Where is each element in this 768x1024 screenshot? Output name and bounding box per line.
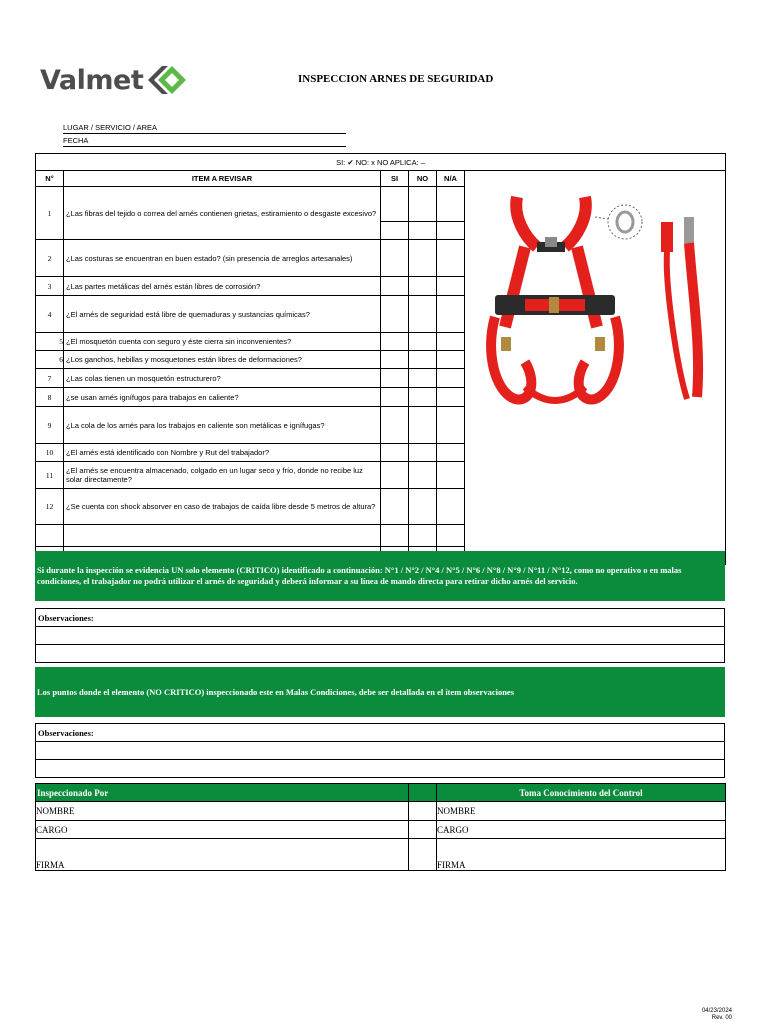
row-number: 6 (36, 351, 64, 369)
si-checkbox[interactable] (381, 296, 409, 333)
observations-table-1 (35, 608, 725, 663)
si-checkbox[interactable] (381, 388, 409, 407)
si-checkbox[interactable] (381, 333, 409, 351)
no-checkbox[interactable] (409, 351, 437, 369)
si-checkbox[interactable] (381, 277, 409, 296)
col-si-header: SI (381, 171, 409, 187)
no-checkbox[interactable] (409, 388, 437, 407)
valmet-logo (40, 62, 186, 98)
observations-line[interactable] (36, 760, 725, 778)
na-checkbox[interactable] (437, 525, 465, 547)
no-checkbox[interactable] (409, 369, 437, 388)
si-checkbox[interactable] (381, 369, 409, 388)
na-checkbox[interactable] (437, 369, 465, 388)
na-checkbox[interactable] (437, 388, 465, 407)
row-question: ¿El mosquetón cuenta con seguro y éste cierra sin inconvenientes? (64, 333, 381, 351)
acknowledger-name-field[interactable] (437, 802, 726, 821)
date-field[interactable] (63, 135, 346, 147)
valmet-chevron-icon (144, 62, 186, 98)
na-checkbox[interactable] (437, 222, 465, 240)
row-number: 8 (36, 388, 64, 407)
si-checkbox[interactable] (381, 407, 409, 444)
noncritical-note: Los puntos donde el elemento (NO CRITICO) inspeccionado este en Malas Condiciones, debe ser detallada en el ítem observaciones (35, 667, 725, 717)
row-number: 4 (36, 296, 64, 333)
no-checkbox[interactable] (409, 525, 437, 547)
critical-note: Si durante la inspección se evidencia UN solo elemento (CRITICO) identificado a continuación: N°1 / N°2 / N°4 / N°5 / N°6 / N°8 / N°9 / N°11 / N°12, como no operativo o en malas condiciones, el trabajador no podrá utilizar el arnés de seguridad y deberá informar a su línea de mando directa para retirar dicho arnés del servicio. (35, 551, 725, 601)
acknowledger-role-field[interactable] (437, 821, 726, 839)
observations-line[interactable] (36, 742, 725, 760)
footer-date: 04/23/2024 (701, 1008, 732, 1014)
row-question: ¿Las fibras del tejido o correa del arnés contienen grietas, estiramiento o desgaste excesivo? (64, 187, 381, 240)
row-number: 12 (36, 489, 64, 525)
inspector-name-field[interactable] (36, 802, 409, 821)
harness-image-cell (465, 171, 726, 565)
row-question: ¿se usan arnés ignífugos para trabajos en caliente? (64, 388, 381, 407)
acknowledger-signature-field[interactable] (437, 839, 726, 871)
row-question: ¿Se cuenta con shock absorver en caso de trabajos de caída libre desde 5 metros de altura? (64, 489, 381, 525)
no-checkbox[interactable] (409, 462, 437, 489)
row-question: ¿Las partes metálicas del arnés están libres de corrosión? (64, 277, 381, 296)
si-checkbox[interactable] (381, 351, 409, 369)
role-label: CARGO (437, 824, 469, 835)
observations-line[interactable] (36, 627, 725, 645)
row-question: ¿Las colas tienen un mosquetón estructurero? (64, 369, 381, 388)
row-question: ¿El arnés se encuentra almacenado, colgado en un lugar seco y frío, donde no recibe luz solar directamente? (64, 462, 381, 489)
location-label: LUGAR / SERVICIO / AREA (63, 123, 158, 132)
inspected-by-header: Inspeccionado Por (36, 784, 409, 802)
date-label: FECHA (63, 136, 89, 145)
no-checkbox[interactable] (409, 444, 437, 462)
no-checkbox[interactable] (409, 222, 437, 240)
na-checkbox[interactable] (437, 489, 465, 525)
sign-label: FIRMA (36, 860, 65, 870)
na-checkbox[interactable] (437, 351, 465, 369)
si-checkbox[interactable] (381, 444, 409, 462)
col-item-header: ITEM A REVISAR (64, 171, 381, 187)
row-number: 2 (36, 240, 64, 277)
safety-harness-illustration (465, 177, 724, 417)
row-number: 10 (36, 444, 64, 462)
row-question: ¿Las costuras se encuentran en buen estado? (sin presencia de arreglos artesanales) (64, 240, 381, 277)
row-question: ¿La cola de los arnés para los trabajos en caliente son metálicas e ignífugas? (64, 407, 381, 444)
row-number: 9 (36, 407, 64, 444)
legend: SI: ✔ NO: x NO APLICA: – (36, 154, 726, 171)
si-checkbox[interactable] (381, 489, 409, 525)
no-checkbox[interactable] (409, 333, 437, 351)
na-checkbox[interactable] (437, 444, 465, 462)
na-checkbox[interactable] (437, 296, 465, 333)
row-question: ¿El arnés está identificado con Nombre y Rut del trabajador? (64, 444, 381, 462)
sign-label: FIRMA (437, 860, 466, 870)
footer-rev: Rev. 00 (711, 1015, 732, 1021)
observations-line[interactable] (36, 645, 725, 663)
si-checkbox[interactable] (381, 525, 409, 547)
signature-table (35, 783, 726, 871)
row-number: 5 (36, 333, 64, 351)
no-checkbox[interactable] (409, 296, 437, 333)
col-na-header: N/A (437, 171, 465, 187)
row-number: 11 (36, 462, 64, 489)
no-checkbox[interactable] (409, 187, 437, 222)
logo-text: Valmet (40, 64, 144, 96)
name-label: NOMBRE (36, 806, 75, 816)
no-checkbox[interactable] (409, 489, 437, 525)
role-label: CARGO (36, 824, 68, 835)
na-checkbox[interactable] (437, 407, 465, 444)
observations-label-1: Observaciones: (36, 609, 725, 627)
si-checkbox[interactable] (381, 187, 409, 222)
col-num-header: N° (36, 171, 64, 187)
no-checkbox[interactable] (409, 277, 437, 296)
form-title: INSPECCION ARNES DE SEGURIDAD (298, 73, 494, 85)
footer (702, 1008, 732, 1022)
si-checkbox[interactable] (381, 222, 409, 240)
inspector-role-field[interactable] (36, 821, 409, 839)
row-number: 1 (36, 187, 64, 240)
na-checkbox[interactable] (437, 240, 465, 277)
si-checkbox[interactable] (381, 240, 409, 277)
row-number: 7 (36, 369, 64, 388)
name-label: NOMBRE (437, 806, 476, 816)
acknowledged-header: Toma Conocimiento del Control (437, 784, 726, 802)
checklist-table (35, 153, 726, 565)
observations-label-2: Observaciones: (36, 724, 725, 742)
row-number: 3 (36, 277, 64, 296)
na-checkbox[interactable] (437, 277, 465, 296)
no-checkbox[interactable] (409, 407, 437, 444)
location-field[interactable] (63, 122, 346, 134)
no-checkbox[interactable] (409, 240, 437, 277)
col-no-header: NO (409, 171, 437, 187)
row-question: ¿Los ganchos, hebillas y mosquetones están libres de deformaciones? (64, 351, 381, 369)
inspector-signature-field[interactable] (36, 839, 409, 871)
na-checkbox[interactable] (437, 333, 465, 351)
observations-table-2 (35, 723, 725, 778)
row-question: ¿El arnés de seguridad está libre de quemaduras y sustancias químicas? (64, 296, 381, 333)
si-checkbox[interactable] (381, 462, 409, 489)
na-checkbox[interactable] (437, 462, 465, 489)
na-checkbox[interactable] (437, 187, 465, 222)
